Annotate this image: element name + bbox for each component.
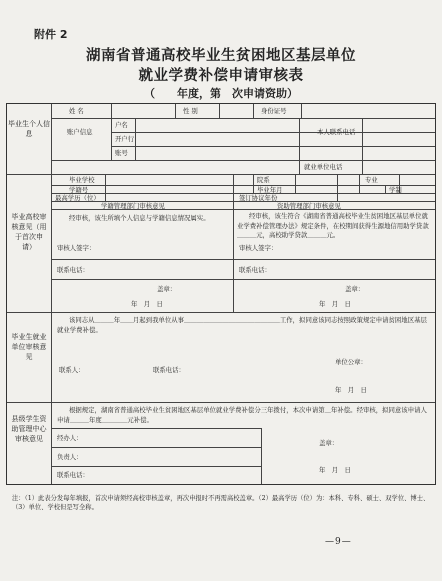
county-handler: 经办人：	[57, 434, 83, 442]
rule-s1-col7	[299, 118, 300, 174]
major-label: 专业	[365, 176, 378, 184]
rule-s1-row4	[51, 160, 435, 161]
aid-head: 资助管理部门审核意见	[277, 202, 341, 210]
student-no-label: 学籍号	[69, 186, 89, 194]
rule-s1-row3	[111, 146, 435, 147]
employer-phone-label: 就业单位电话	[304, 163, 343, 171]
form-title-line1: 湖南省普通高校毕业生贫困地区基层单位	[86, 47, 356, 64]
rule-s1-col8	[362, 118, 363, 174]
school-label: 毕业学校	[69, 176, 95, 184]
section-employer-label: 毕业生就业单位审核意见	[11, 333, 47, 361]
rule-label-column	[51, 104, 52, 484]
footnote: 注：（1）此表分发每年填报，首次申请须经高校审核盖章，再次申报时不再需高校盖章。（2）最高学历（位）为：本科、专科、硕士、双学位、博士、（3）单位、学校但是写全称。	[12, 495, 430, 511]
rule-s2-row1	[51, 185, 435, 186]
agreement-date-label: 签订协议年份	[239, 194, 278, 202]
county-opinion-text: 根据规定，湖南省普通高校毕业生贫困地区基层单位就业学费补偿分三年拨付，本次申请第＿年补偿。经审核，拟同意该申请人申请＿＿＿年度＿＿＿＿元补偿。	[57, 406, 427, 424]
county-seal: 盖章：	[319, 439, 339, 447]
county-leader: 负责人：	[57, 453, 83, 461]
section-personal-label: 毕业生个人信息	[8, 120, 50, 138]
registry-opinion-text: 经审核，该生所填个人信息与学籍信息情况属实。	[69, 214, 210, 222]
rule-s1-col5	[301, 104, 302, 118]
rule-s2-col2	[253, 174, 254, 193]
seal-right: 盖章：	[345, 285, 365, 293]
aid-opinion-text: 经审核，该生符合《湖南省普通高校毕业生贫困地区基层单位就业学费补偿管理办法》规定条件，在校期间获得生源地信用助学贷款＿＿＿元，高校助学贷款＿＿＿元。	[237, 212, 429, 239]
section-county-label: 县级学生资助管理中心审核意见	[11, 415, 47, 443]
account-info-label: 账户信息	[67, 128, 93, 136]
contact-phone-label: 本人联系电话	[317, 128, 356, 136]
rule-s2-row6	[51, 279, 435, 280]
form-title-line2: 就业学费补偿申请审核表	[138, 67, 304, 84]
rule-s2-col4	[337, 174, 338, 201]
rule-s1-col4	[253, 104, 254, 118]
contact-right: 联系电话：	[239, 266, 271, 274]
name-label: 姓 名	[69, 107, 84, 115]
date-right: 年 月 日	[319, 300, 351, 308]
rule-s1-col6	[135, 118, 136, 160]
rule-s4-row2	[51, 447, 261, 448]
employer-date: 年 月 日	[335, 386, 367, 394]
gender-label: 性 别	[183, 107, 198, 115]
employer-opinion-text: 该同志从＿＿＿年＿＿月起到我单位从事＿＿＿＿＿＿＿＿＿＿＿＿＿＿＿工作，拟同意该同志按照政策规定申请贫困地区基层就业学费补偿。	[57, 316, 427, 334]
id-card-label: 身份证号	[261, 107, 287, 115]
contact-left: 联系电话：	[57, 266, 89, 274]
form-subtitle: （ 年度，第 次申请资助）	[144, 87, 298, 100]
employer-phone: 联系电话：	[153, 366, 185, 374]
rule-s4-col1	[261, 428, 262, 484]
rule-section1-bottom	[7, 174, 435, 175]
account-no-label: 账号	[115, 149, 128, 157]
employer-contact: 联系人：	[59, 366, 85, 374]
rule-section2-bottom	[7, 312, 435, 313]
reviewer-left: 审核人签字：	[57, 244, 96, 252]
rule-s1-row2	[111, 132, 435, 133]
page-number: —9—	[325, 537, 352, 547]
rule-s4-row3	[51, 466, 261, 467]
account-name-label: 户名	[115, 121, 128, 129]
grad-date-label: 毕业年月	[257, 186, 283, 194]
county-phone: 联系电话：	[57, 471, 89, 479]
rule-s2-col3	[295, 174, 296, 193]
rule-s2-mid	[233, 174, 234, 312]
rule-s1-col3	[219, 104, 220, 118]
reviewer-right: 审核人签字：	[239, 244, 278, 252]
rule-s1-col1	[111, 104, 112, 160]
employer-seal: 单位公章：	[335, 358, 367, 366]
bank-label: 开户行	[115, 135, 135, 143]
rule-s1-col2	[175, 104, 176, 118]
seal-left: 盖章：	[157, 285, 177, 293]
application-form-table	[6, 103, 436, 485]
duration-label: 学制	[389, 186, 402, 194]
county-date: 年 月 日	[319, 466, 351, 474]
degree-label: 最高学历（位）	[55, 194, 100, 202]
section-school-label: 毕业高校审核意见（用于首次申请）	[11, 213, 47, 251]
rule-s2-col6	[385, 185, 386, 193]
rule-s2-col5	[359, 174, 360, 193]
rule-s1-row1	[51, 118, 435, 119]
rule-s2-col1	[105, 174, 106, 201]
rule-s4-row1	[51, 428, 261, 429]
rule-s2-row5	[51, 259, 435, 260]
faculty-label: 院系	[257, 176, 270, 184]
registry-head: 学籍管理部门审核意见	[101, 202, 165, 210]
date-left: 年 月 日	[131, 300, 163, 308]
rule-section3-bottom	[7, 402, 435, 403]
attachment-label: 附件 2	[34, 28, 68, 41]
